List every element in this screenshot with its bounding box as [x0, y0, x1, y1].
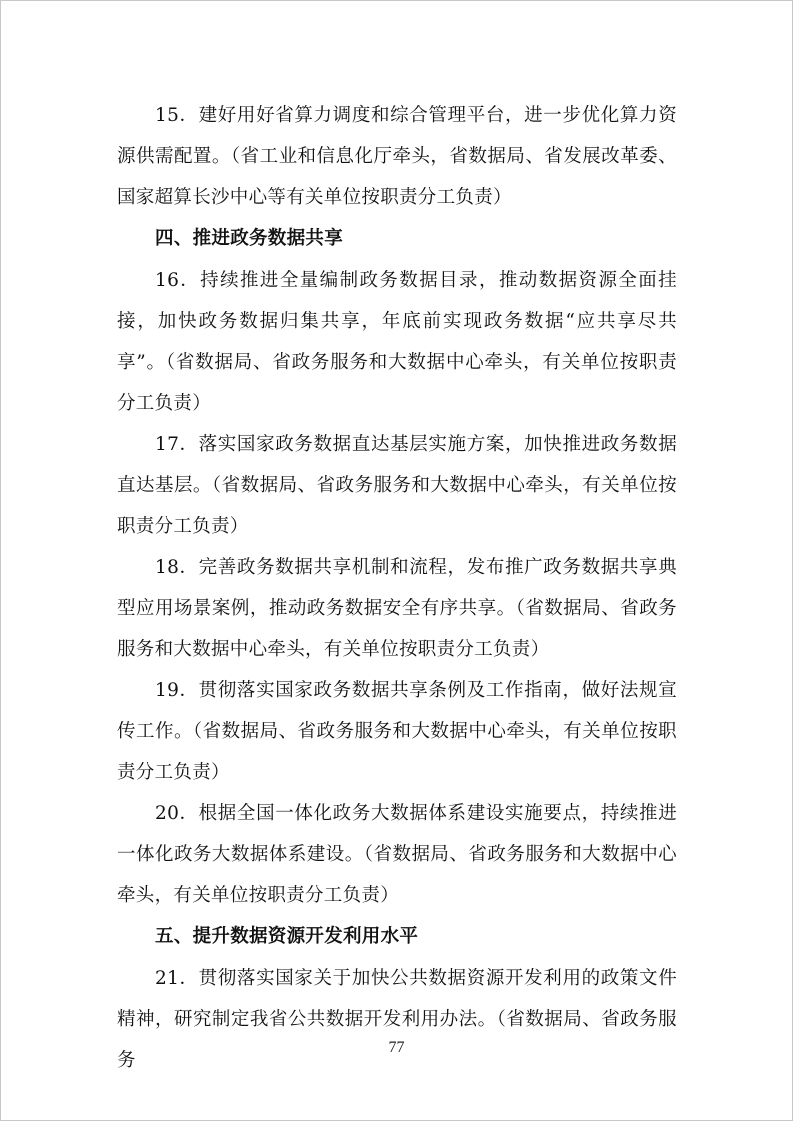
- item-17-paragraph: 17．落实国家政务数据直达基层实施方案，加快推进政务数据直达基层。（省数据局、省政务服务和大数据中心牵头，有关单位按职责分工负责）: [117, 434, 677, 537]
- item-20-paragraph: 20．根据全国一体化政务大数据体系建设实施要点，持续推进一体化政务大数据体系建设。（省数据局、省政务服务和大数据中心牵头，有关单位按职责分工负责）: [117, 803, 677, 906]
- section-heading-5: 五、提升数据资源开发利用水平: [155, 926, 419, 947]
- item-19-paragraph: 19．贯彻落实国家政务数据共享条例及工作指南，做好法规宣传工作。（省数据局、省政务服务和大数据中心牵头，有关单位按职责分工负责）: [117, 680, 677, 783]
- item-21-paragraph: 21．贯彻落实国家关于加快公共数据资源开发利用的政策文件精神，研究制定我省公共数据开发利用办法。（省数据局、省政务服务: [117, 968, 677, 1071]
- item-15-paragraph: 15．建好用好省算力调度和综合管理平台，进一步优化算力资源供需配置。（省工业和信息化厅牵头，省数据局、省发展改革委、国家超算长沙中心等有关单位按职责分工负责）: [117, 105, 677, 208]
- page-number: 77: [388, 1039, 405, 1056]
- section-heading-4: 四、推进政务数据共享: [155, 228, 344, 249]
- document-body: [117, 95, 677, 1081]
- item-18-paragraph: 18．完善政务数据共享机制和流程，发布推广政务数据共享典型应用场景案例，推动政务数据安全有序共享。（省数据局、省政务服务和大数据中心牵头，有关单位按职责分工负责）: [117, 557, 677, 660]
- item-16-paragraph: 16．持续推进全量编制政务数据目录，推动数据资源全面挂接，加快政务数据归集共享，年底前实现政务数据“应共享尽共享”。（省数据局、省政务服务和大数据中心牵头，有关单位按职责分工负责）: [117, 270, 677, 414]
